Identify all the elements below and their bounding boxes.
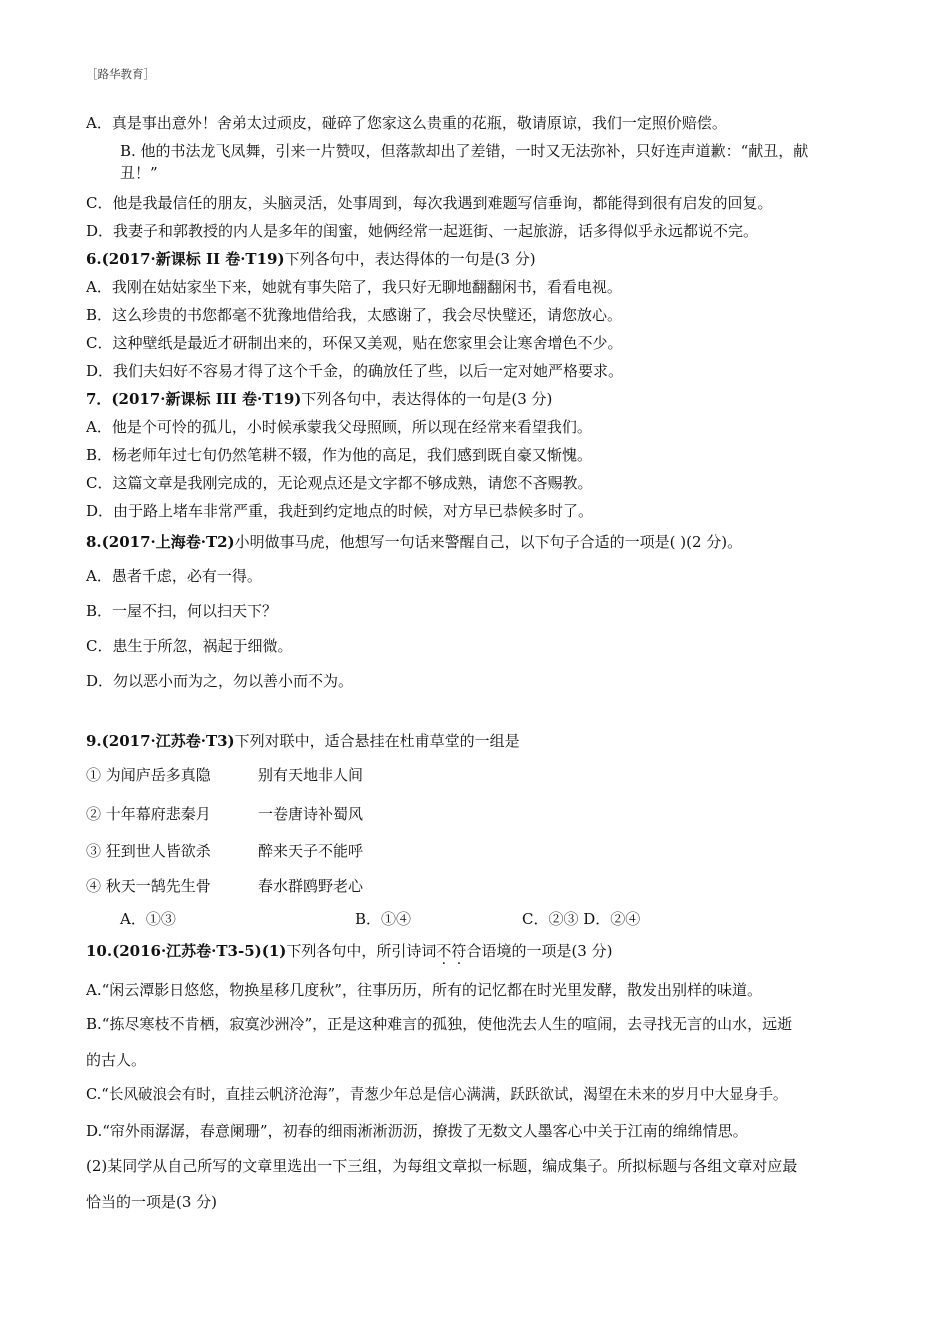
q10-stem-b: 合语境的一项是(3 分) bbox=[466, 942, 613, 960]
q7-option-c: C．这篇文章是我刚完成的，无论观点还是文字都不够成熟，请您不吝赐教。 bbox=[86, 474, 593, 492]
q9-choice-cd: C．②③ D．②④ bbox=[522, 910, 641, 928]
q8-tag: 8.(2017·上海卷·T2) bbox=[86, 533, 235, 551]
q9-stem bbox=[86, 731, 520, 751]
q10-stem-a: 下列各句中，所引诗词 bbox=[286, 942, 437, 960]
q5-option-b: B. 他的书法龙飞凤舞，引来一片赞叹，但落款却出了差错，一时又无法弥补，只好连声道歉：“献丑，献 bbox=[120, 142, 809, 160]
q10-option-d: D.“帘外雨潺潺，春意阑珊”，初春的细雨淅淅沥沥，撩拨了无数文人墨客心中关于江南的绵绵情思。 bbox=[86, 1122, 748, 1140]
q10-tag: 10.(2016·江苏卷·T3-5)(1) bbox=[86, 942, 287, 960]
q7-tag: 7．(2017·新课标 III 卷·T19) bbox=[86, 390, 302, 408]
q10-emphasis-char-2: 符 bbox=[451, 942, 467, 960]
q8-option-a: A．愚者千虑，必有一得。 bbox=[86, 567, 262, 585]
q9-couplet-3-left: ③ 狂到世人皆欲杀 bbox=[86, 842, 211, 860]
q9-couplet-1-left: ① 为闻庐岳多真隐 bbox=[86, 766, 211, 784]
q10-option-b-cont: 的古人。 bbox=[86, 1051, 147, 1069]
q9-choice-a: A．①③ bbox=[120, 910, 176, 928]
q7-stem-text: 下列各句中，表达得体的一句是(3 分) bbox=[301, 390, 553, 408]
q9-couplet-4-left: ④ 秋天一鹄先生骨 bbox=[86, 877, 211, 895]
q9-couplet-3-right: 醉来天子不能呼 bbox=[258, 842, 364, 860]
q8-stem bbox=[86, 532, 742, 552]
page-header: ［路华教育］ bbox=[86, 67, 155, 81]
q6-option-b: B．这么珍贵的书您都毫不犹豫地借给我，太感谢了，我会尽快璧还，请您放心。 bbox=[86, 306, 623, 324]
q5-option-b-cont: 丑！” bbox=[120, 164, 158, 182]
q5-option-a: A．真是事出意外！舍弟太过顽皮，碰碎了您家这么贵重的花瓶，敬请原谅，我们一定照价赔偿。 bbox=[86, 114, 727, 132]
q10-option-b: B.“拣尽寒枝不肯栖，寂寞沙洲冷”，正是这种难言的孤独，使他洗去人生的喧闹，去寻找无言的山水，远逝 bbox=[86, 1015, 793, 1033]
q9-stem-text: 下列对联中，适合悬挂在杜甫草堂的一组是 bbox=[234, 732, 520, 750]
q7-option-d: D．由于路上堵车非常严重，我赶到约定地点的时候，对方早已恭候多时了。 bbox=[86, 502, 594, 520]
q6-stem bbox=[86, 249, 536, 269]
q8-option-d: D．勿以恶小而为之，勿以善小而不为。 bbox=[86, 672, 354, 690]
q10-part2-line1: (2)某同学从自己所写的文章里选出一下三组，为每组文章拟一标题，编成集子。所拟标题与各组文章对应最 bbox=[86, 1157, 798, 1175]
q5-option-d: D．我妻子和郭教授的内人是多年的闺蜜，她俩经常一起逛街、一起旅游，话多得似乎永远都说不完。 bbox=[86, 222, 759, 240]
q9-couplet-2-right: 一卷唐诗补蜀风 bbox=[258, 805, 364, 823]
q8-stem-text: 小明做事马虎，他想写一句话来警醒自己，以下句子合适的一项是( )(2 分)。 bbox=[234, 533, 743, 551]
q5-option-c: C．他是我最信任的朋友，头脑灵活，处事周到，每次我遇到难题写信垂询，都能得到很有启发的回复。 bbox=[86, 194, 773, 212]
q9-couplet-1-right: 别有天地非人间 bbox=[258, 766, 364, 784]
q6-option-c: C．这种壁纸是最近才研制出来的，环保又美观，贴在您家里会让寒舍增色不少。 bbox=[86, 334, 623, 352]
q9-couplet-2-left: ② 十年幕府悲秦月 bbox=[86, 805, 211, 823]
q10-option-c: C.“长风破浪会有时，直挂云帆济沧海”，青葱少年总是信心满满，跃跃欲试，渴望在未来的岁月中大显身手。 bbox=[86, 1086, 788, 1103]
q10-part2-line2: 恰当的一项是(3 分) bbox=[86, 1193, 218, 1211]
q8-option-c: C．患生于所忽，祸起于细微。 bbox=[86, 637, 293, 655]
q8-option-b: B．一屋不扫，何以扫天下？ bbox=[86, 602, 278, 620]
q9-couplet-4-right: 春水群鸥野老心 bbox=[258, 877, 364, 895]
q7-stem bbox=[86, 389, 552, 409]
q10-emphasis-char-1: 不 bbox=[436, 942, 452, 960]
q6-option-d: D．我们夫妇好不容易才得了这个千金，的确放任了些，以后一定对她严格要求。 bbox=[86, 362, 624, 380]
q10-option-a: A.“闲云潭影日悠悠，物换星移几度秋”，往事历历，所有的记忆都在时光里发酵，散发出别样的味道。 bbox=[86, 981, 762, 999]
q10-stem bbox=[86, 941, 612, 961]
q6-stem-text: 下列各句中，表达得体的一句是(3 分) bbox=[284, 250, 536, 268]
q9-choice-b: B．①④ bbox=[355, 910, 412, 928]
q9-tag: 9.(2017·江苏卷·T3) bbox=[86, 732, 235, 750]
q7-option-b: B．杨老师年过七旬仍然笔耕不辍，作为他的高足，我们感到既自豪又惭愧。 bbox=[86, 446, 593, 464]
q6-tag: 6.(2017·新课标 II 卷·T19) bbox=[86, 250, 285, 268]
q7-option-a: A．他是个可怜的孤儿，小时候承蒙我父母照顾，所以现在经常来看望我们。 bbox=[86, 418, 592, 436]
q6-option-a: A．我刚在姑姑家坐下来，她就有事失陪了，我只好无聊地翻翻闲书，看看电视。 bbox=[86, 278, 622, 296]
